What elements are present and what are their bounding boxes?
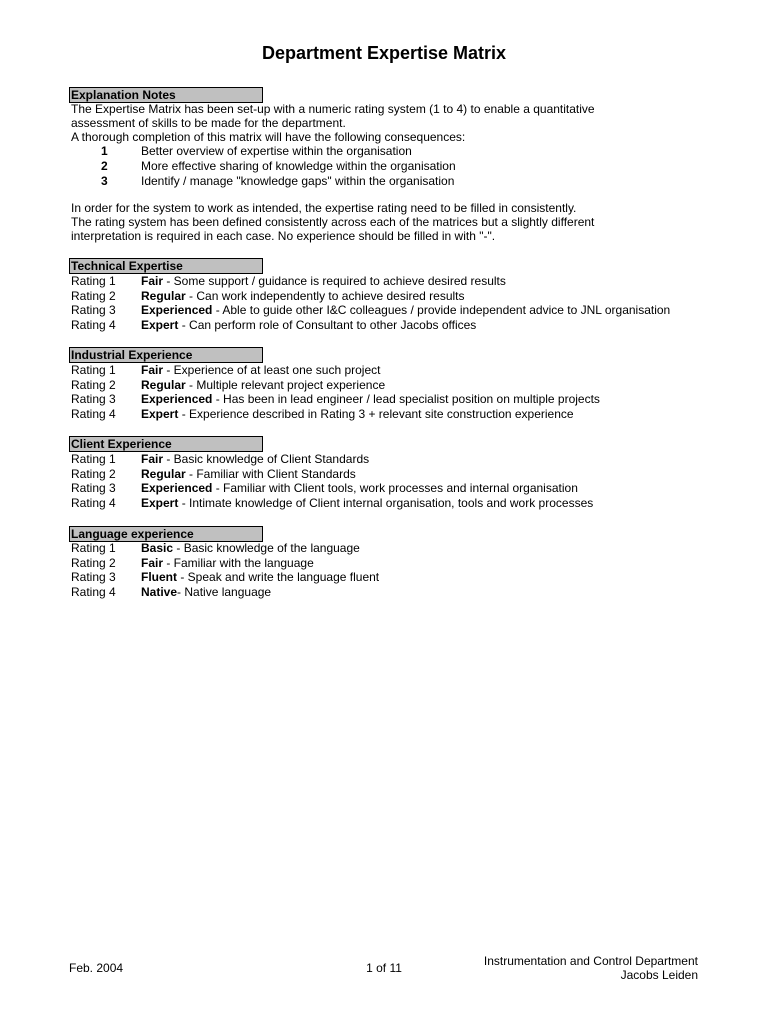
rating-label: Rating 2	[71, 556, 116, 570]
rating-level: Expert	[141, 318, 179, 332]
rating-description: - Has been in lead engineer / lead specialist position on multiple projects	[212, 392, 600, 406]
page-title: Department Expertise Matrix	[261, 43, 507, 63]
consequence-text: More effective sharing of knowledge within the organisation	[141, 159, 456, 173]
rating-description: - Experience of at least one such project	[163, 363, 381, 377]
rating-description: - Familiar with Client Standards	[185, 467, 356, 481]
rating-level: Experienced	[141, 392, 213, 406]
footer-department-name: Instrumentation and Control Department	[483, 954, 698, 968]
rating-description: - Speak and write the language fluent	[177, 570, 380, 584]
rating-label: Rating 4	[71, 407, 116, 421]
rating-level: Fair	[141, 452, 164, 466]
rating-label: Rating 3	[71, 303, 116, 317]
footer-department	[484, 954, 698, 982]
footer-office-name: Jacobs Leiden	[620, 968, 698, 982]
rating-label: Rating 3	[71, 481, 116, 495]
rating-label: Rating 1	[71, 363, 116, 377]
rating-label: Rating 1	[71, 541, 116, 555]
section-header-client-experience: Client Experience	[69, 436, 263, 452]
rating-description: - Able to guide other I&C colleagues / provide independent advice to JNL organisation	[212, 303, 671, 317]
rating-description: - Can work independently to achieve desired results	[185, 289, 465, 303]
rating-description: - Basic knowledge of Client Standards	[163, 452, 370, 466]
rating-level: Regular	[141, 378, 186, 392]
rating-level: Experienced	[141, 303, 213, 317]
consequence-number: 1	[101, 144, 108, 158]
rating-level: Experienced	[141, 481, 213, 495]
rating-level: Fluent	[141, 570, 177, 584]
rating-level: Fair	[141, 556, 164, 570]
rating-label: Rating 2	[71, 289, 116, 303]
rating-label: Rating 4	[71, 318, 116, 332]
explanation-text-line: assessment of skills to be made for the department.	[71, 116, 346, 130]
rating-row	[71, 274, 711, 289]
rating-level: Expert	[141, 496, 179, 510]
footer-date: Feb. 2004	[69, 961, 124, 975]
rating-label: Rating 2	[71, 467, 116, 481]
rating-level: Native	[141, 585, 178, 599]
rating-level: Fair	[141, 274, 164, 288]
explanation-text-line: The rating system has been defined consistently across each of the matrices but a slightly different	[71, 215, 595, 229]
rating-label: Rating 4	[71, 496, 116, 510]
rating-row	[71, 570, 711, 585]
rating-level: Fair	[141, 363, 164, 377]
rating-label: Rating 1	[71, 274, 116, 288]
rating-level: Regular	[141, 467, 186, 481]
consequence-number: 2	[101, 159, 108, 173]
consequence-text: Better overview of expertise within the organisation	[141, 144, 412, 158]
rating-label: Rating 3	[71, 570, 116, 584]
explanation-text-line: A thorough completion of this matrix will have the following consequences:	[71, 130, 466, 144]
rating-level: Expert	[141, 407, 179, 421]
consequence-text: Identify / manage "knowledge gaps" within the organisation	[141, 174, 455, 188]
rating-row	[71, 556, 711, 571]
rating-row	[71, 363, 711, 378]
rating-row	[71, 392, 711, 407]
rating-row	[71, 585, 711, 600]
rating-row	[71, 541, 711, 556]
rating-description: - Familiar with Client tools, work processes and internal organisation	[212, 481, 578, 495]
rating-level: Regular	[141, 289, 186, 303]
rating-label: Rating 4	[71, 585, 116, 599]
consequence-item	[71, 144, 711, 159]
consequence-number: 3	[101, 174, 108, 188]
consequence-item	[71, 159, 711, 174]
rating-row	[71, 467, 711, 482]
consequence-item	[71, 174, 711, 189]
rating-description: - Native language	[177, 585, 272, 599]
rating-label: Rating 1	[71, 452, 116, 466]
rating-description: - Experience described in Rating 3 + relevant site construction experience	[178, 407, 574, 421]
section-header-technical-expertise: Technical Expertise	[69, 258, 263, 274]
rating-description: - Multiple relevant project experience	[185, 378, 386, 392]
rating-level: Basic	[141, 541, 174, 555]
rating-row	[71, 289, 711, 304]
rating-row	[71, 481, 711, 496]
rating-row	[71, 378, 711, 393]
explanation-text-line: interpretation is required in each case. No experience should be filled in with "-".	[71, 229, 496, 243]
rating-row	[71, 303, 711, 318]
rating-row	[71, 496, 711, 511]
rating-description: - Some support / guidance is required to achieve desired results	[163, 274, 506, 288]
rating-label: Rating 2	[71, 378, 116, 392]
rating-row	[71, 452, 711, 467]
rating-description: - Basic knowledge of the language	[173, 541, 360, 555]
rating-label: Rating 3	[71, 392, 116, 406]
rating-row	[71, 407, 711, 422]
rating-row	[71, 318, 711, 333]
explanation-text-line: The Expertise Matrix has been set-up with a numeric rating system (1 to 4) to enable a quantitative	[71, 102, 595, 116]
section-header-explanation-notes: Explanation Notes	[69, 87, 263, 103]
footer-page-number: 1 of 11	[366, 961, 402, 975]
section-header-language-experience: Language experience	[69, 526, 263, 542]
rating-description: - Intimate knowledge of Client internal organisation, tools and work processes	[178, 496, 594, 510]
rating-description: - Familiar with the language	[163, 556, 314, 570]
section-header-industrial-experience: Industrial Experience	[69, 347, 263, 363]
rating-description: - Can perform role of Consultant to other Jacobs offices	[178, 318, 477, 332]
explanation-text-line: In order for the system to work as intended, the expertise rating need to be filled in consistently.	[71, 201, 577, 215]
